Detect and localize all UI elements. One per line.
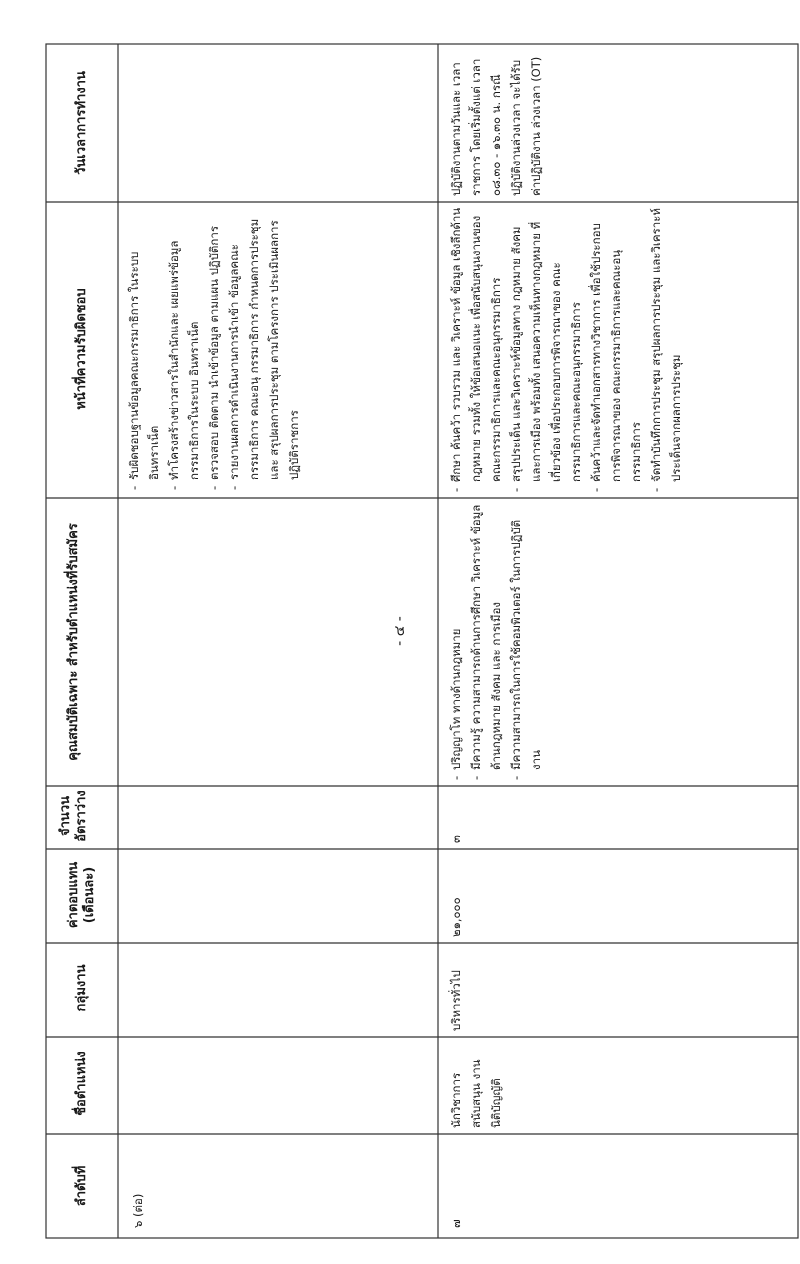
list-item: - รายงานผลการดำเนินงานการนำเข้า ข้อมูลคณะกรรมาธิการ คณะอนุ กรรมาธิการ กำหนดการประชุม และ สรุปผลการประชุม ตามโครงการ ประเมินผลการปฏิบัติราชการ: [224, 210, 304, 480]
row7-salary: ๒๑,๐๐๐: [449, 897, 463, 937]
list-item: - รับผิดชอบฐานข้อมูลคณะกรรมาธิการ ในระบบอินทราเน็ต: [124, 210, 164, 480]
list-item: - ศึกษา ค้นคว้า รวบรวม และ วิเคราะห์ ข้อมูล เชิงลึกด้านกฎหมาย รวมทั้ง ให้ข้อเสนอแนะ เพื่อสนับสนุนงานของ คณะกรรมาธิการและคณะอนุกรรมาธิการ: [446, 206, 506, 482]
header-schedule: วันเวลาการทำงาน: [74, 71, 89, 175]
row7-vacancy: ๓: [449, 835, 463, 843]
row7-group: บริหารทั่วไป: [449, 970, 463, 1031]
list-item: - ตรวจสอบ ติดตาม นำเข้าข้อมูล ตามแผน ปฏิบัติการ: [204, 210, 224, 480]
row7-position: นักวิชาการสนับสนุน งานนิติบัญญัติ: [449, 1059, 503, 1128]
list-item: - ปริญญาโท ทางด้านกฎหมาย: [446, 504, 466, 770]
page-number: - ๔ -: [392, 616, 408, 646]
header-position: ชื่อตำแหน่ง: [74, 1051, 89, 1116]
row6-duties: [124, 210, 424, 490]
header-group: กลุ่มงาน: [74, 964, 89, 1012]
list-item: - ทำโครงสร้างข่าวสารในสำนักและ เผยแพร่ข้อมูลกรรมาธิการในระบบ อินทราเน็ต: [164, 210, 204, 480]
row7-qualifications: [446, 504, 626, 780]
header-no: ลำดับที่: [74, 1165, 89, 1207]
row6-no: ๖ (ต่อ): [131, 1193, 145, 1228]
list-item: - สรุปประเด็น และวิเคราะห์ข้อมูลทาง กฎหมาย สังคม และการเมือง พร้อมทั้ง เสนอความเห็นทางกฎหมาย ที่เกี่ยวข้อง เพื่อประกอบการพิจารณาของ คณะกรรมาธิการและคณะอนุกรรมาธิการ: [506, 206, 586, 482]
header-salary: ค่าตอบแทน (เดือนละ): [66, 861, 97, 929]
row7-schedule: ปฏิบัติงานตามวันและ เวลาราชการ โดยเริ่มตั้งแต่ เวลา ๐๘.๓๐ - ๑๖.๓๐ น. กรณีปฏิบัติงานล่วงเวลา จะได้รับค่าปฏิบัติงาน ล่วงเวลา (OT): [449, 56, 543, 196]
row7-duties: [446, 206, 792, 492]
header-duties: หน้าที่ความรับผิดชอบ: [74, 288, 89, 410]
list-item: - ค้นคว้าและจัดทำเอกสารทางวิชาการ เพื่อใช้ประกอบการพิจารณาของ คณะกรรมาธิการและคณะอนุกรรมาธิการ: [586, 206, 646, 482]
header-qualification: คุณสมบัติเฉพาะ สำหรับตำแหน่งที่รับสมัคร: [66, 523, 81, 761]
row7-no: ๗: [449, 1219, 463, 1228]
list-item: - มีความรู้ ความสามารถด้านการศึกษา วิเคราะห์ ข้อมูลด้านกฎหมาย สังคม และ การเมือง: [466, 504, 506, 770]
list-item: - จัดทำบันทึกการประชุม สรุปผลการประชุม และวิเคราะห์ประเด็นจากผลการประชุม: [646, 206, 686, 482]
list-item: - มีความสามารถในการใช้คอมพิวเตอร์ ในการปฏิบัติงาน: [506, 504, 546, 770]
header-vacancy: จำนวนอัตราว่าง: [58, 790, 89, 842]
